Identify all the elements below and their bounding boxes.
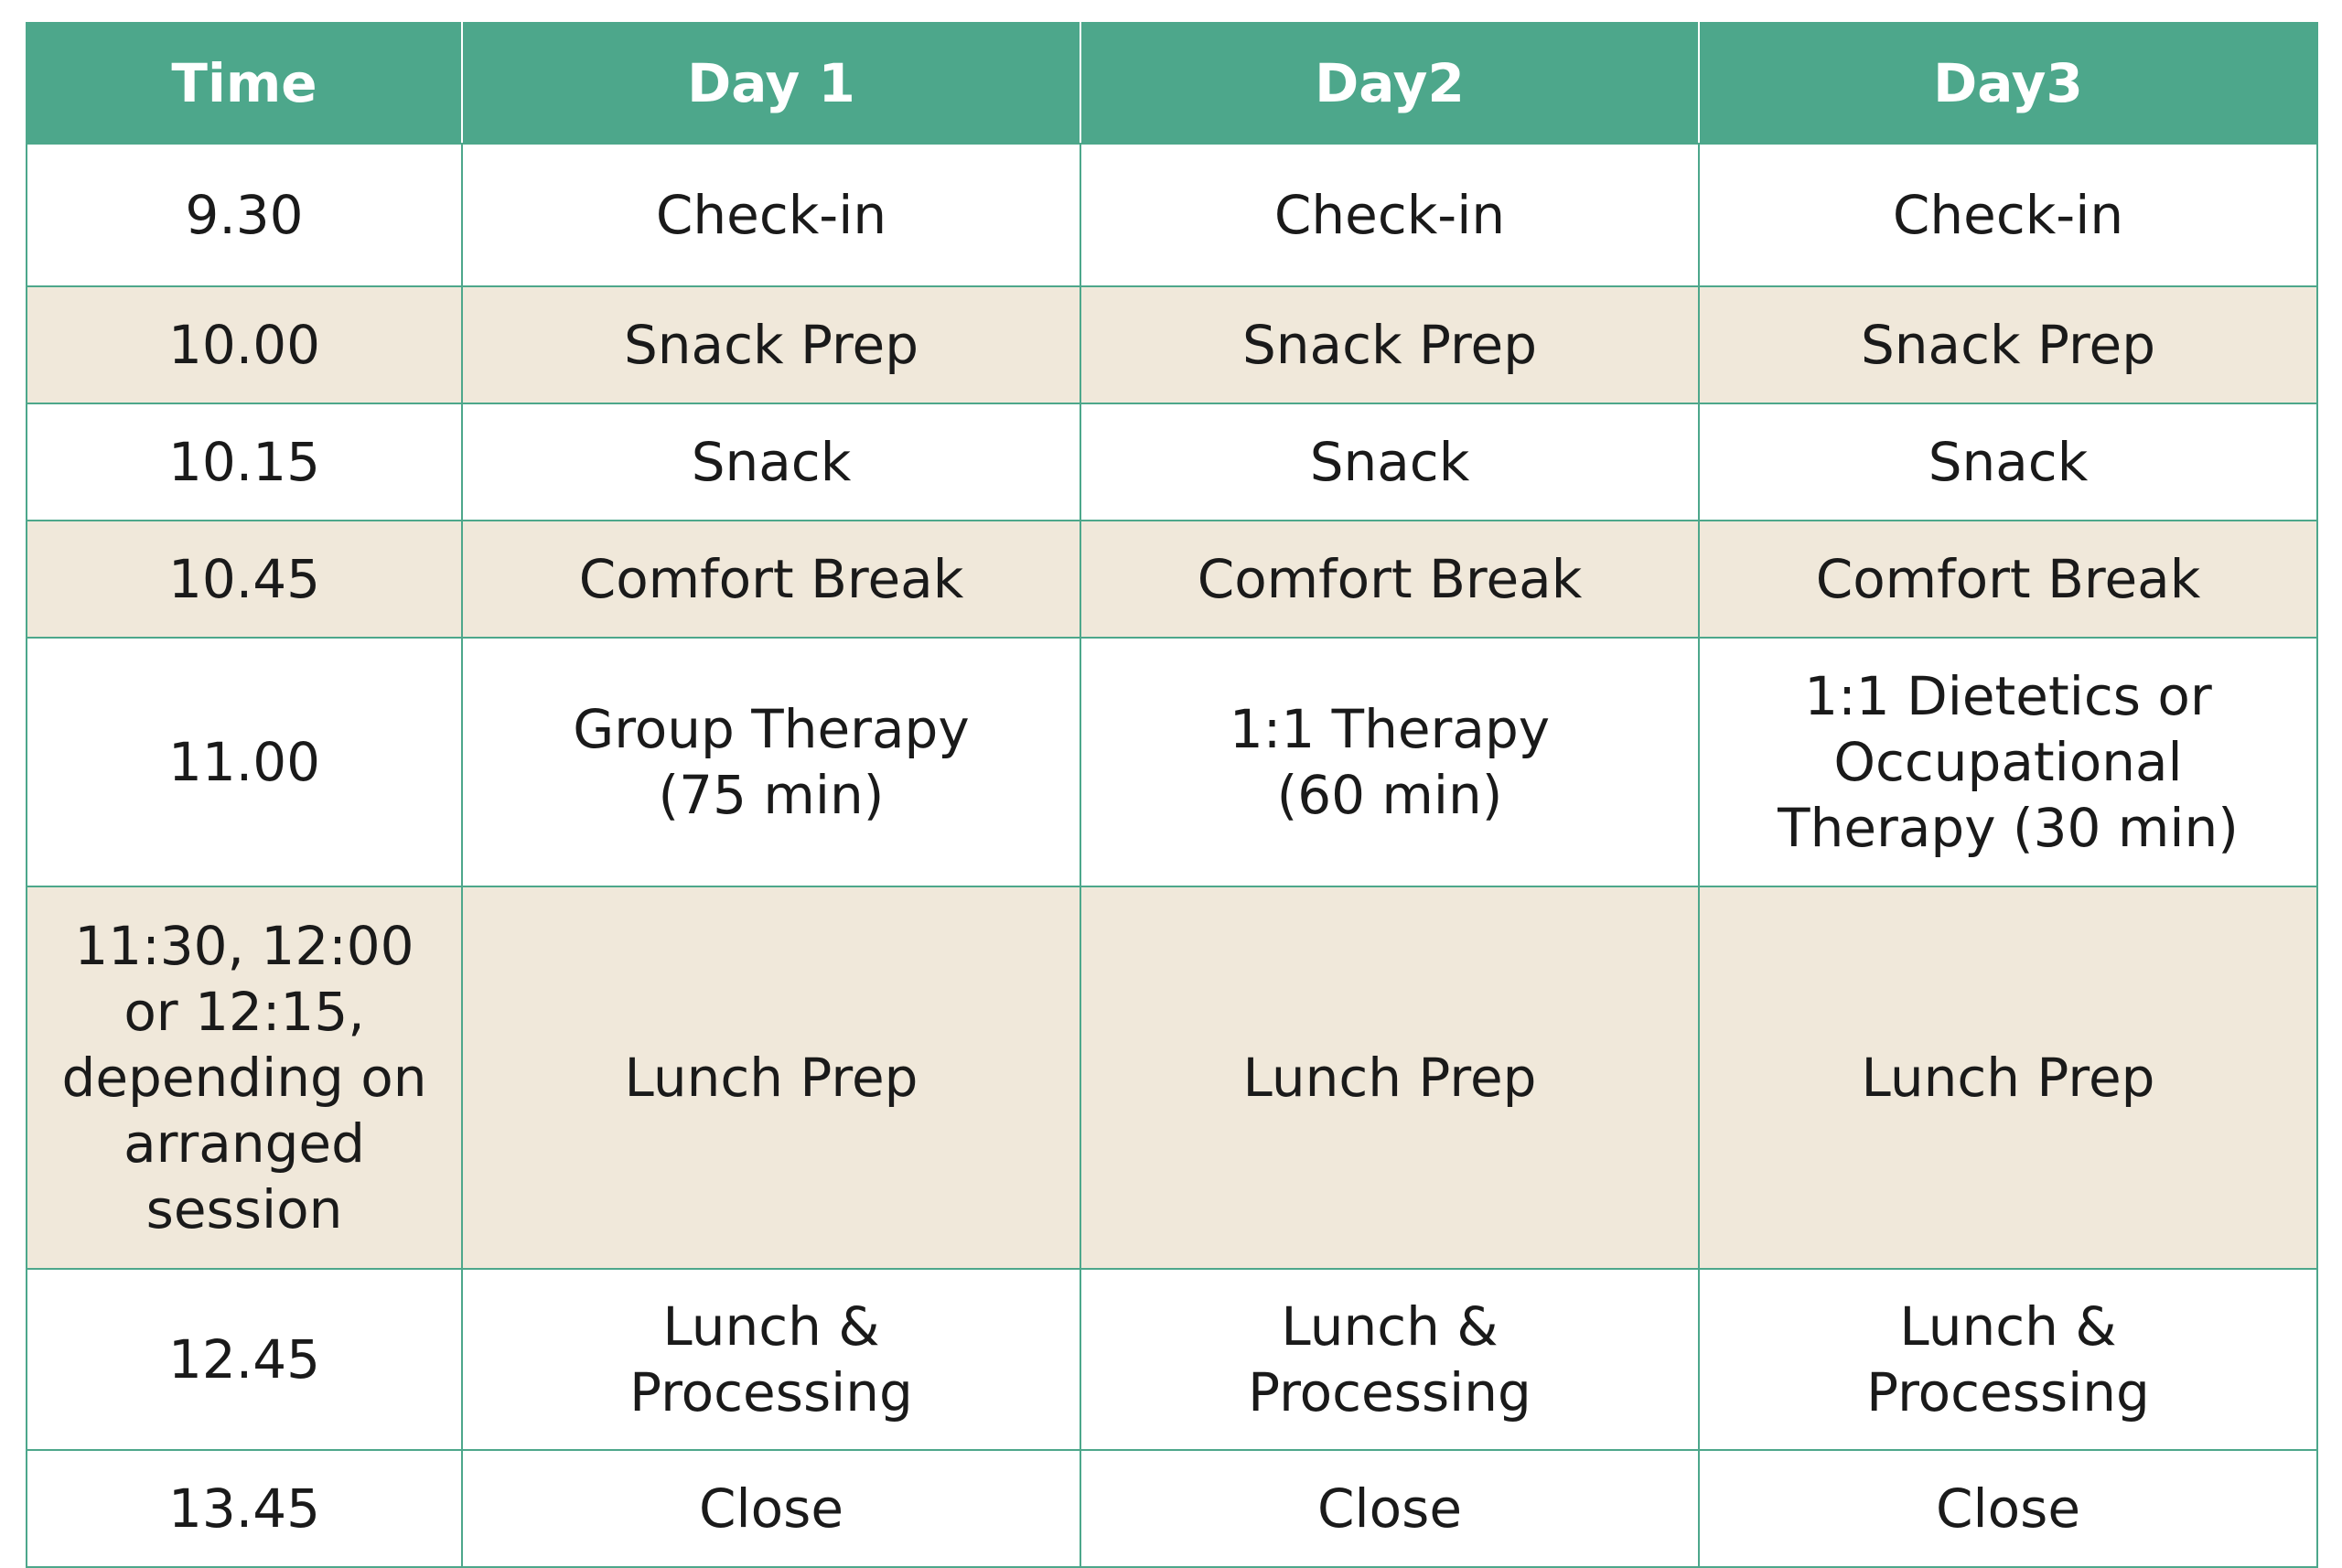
day3-cell: Snack — [1699, 403, 2317, 521]
day2-cell: Lunch & Processing — [1080, 1269, 1699, 1450]
table-row — [27, 403, 2317, 521]
day3-cell: Comfort Break — [1699, 521, 2317, 638]
day3-cell: Close — [1699, 1450, 2317, 1567]
table-row — [27, 1450, 2317, 1567]
schedule-table — [26, 22, 2318, 1568]
time-cell: 13.45 — [27, 1450, 462, 1567]
day2-cell: Comfort Break — [1080, 521, 1699, 638]
day1-cell: Group Therapy (75 min) — [462, 638, 1080, 886]
table-row — [27, 521, 2317, 638]
time-cell: 11:30, 12:00 or 12:15, depending on arranged session — [27, 886, 462, 1269]
day1-cell: Comfort Break — [462, 521, 1080, 638]
table-row — [27, 1269, 2317, 1450]
table-row — [27, 286, 2317, 403]
day1-cell: Snack — [462, 403, 1080, 521]
day3-cell: Check-in — [1699, 144, 2317, 286]
time-cell: 9.30 — [27, 144, 462, 286]
time-cell: 10.45 — [27, 521, 462, 638]
day1-cell: Close — [462, 1450, 1080, 1567]
day2-cell: Snack — [1080, 403, 1699, 521]
day1-cell: Lunch Prep — [462, 886, 1080, 1269]
time-cell: 10.00 — [27, 286, 462, 403]
header-day-2: Day2 — [1080, 23, 1699, 144]
header-day-3: Day3 — [1699, 23, 2317, 144]
table-row — [27, 886, 2317, 1269]
day2-cell: Lunch Prep — [1080, 886, 1699, 1269]
day2-cell: Check-in — [1080, 144, 1699, 286]
time-cell: 10.15 — [27, 403, 462, 521]
day3-cell: Snack Prep — [1699, 286, 2317, 403]
header-row — [27, 23, 2317, 144]
day1-cell: Snack Prep — [462, 286, 1080, 403]
day3-cell: Lunch Prep — [1699, 886, 2317, 1269]
day3-cell: 1:1 Dietetics or Occupational Therapy (30 min) — [1699, 638, 2317, 886]
day2-cell: Close — [1080, 1450, 1699, 1567]
header-day-1: Day 1 — [462, 23, 1080, 144]
table-row — [27, 144, 2317, 286]
time-cell: 12.45 — [27, 1269, 462, 1450]
day2-cell: Snack Prep — [1080, 286, 1699, 403]
table-row — [27, 638, 2317, 886]
time-cell: 11.00 — [27, 638, 462, 886]
day2-cell: 1:1 Therapy (60 min) — [1080, 638, 1699, 886]
day1-cell: Lunch & Processing — [462, 1269, 1080, 1450]
day1-cell: Check-in — [462, 144, 1080, 286]
day3-cell: Lunch & Processing — [1699, 1269, 2317, 1450]
header-time: Time — [27, 23, 462, 144]
